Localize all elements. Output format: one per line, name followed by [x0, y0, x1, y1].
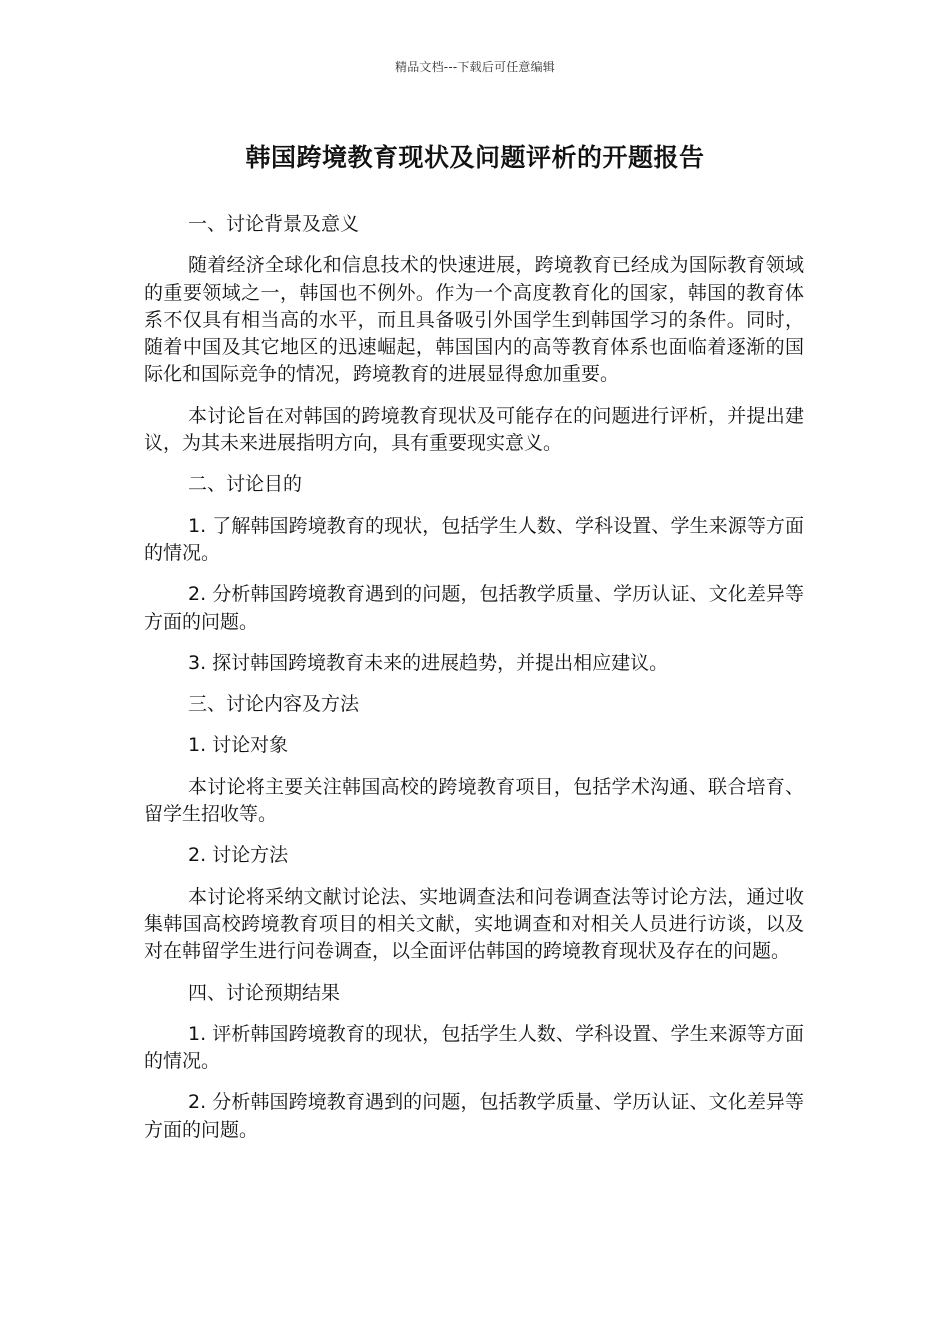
expected-result-item-2: 2. 分析韩国跨境教育遇到的问题，包括教学质量、学历认证、文化差异等方面的问题。	[144, 1091, 804, 1141]
purpose-item-2: 2. 分析韩国跨境教育遇到的问题，包括教学质量、学历认证、文化差异等方面的问题。	[144, 583, 804, 633]
section-heading-1: 一、讨论背景及意义	[188, 213, 360, 235]
document-body	[144, 211, 804, 1158]
expected-result-item-1: 1. 评析韩国跨境教育的现状，包括学生人数、学科设置、学生来源等方面的情况。	[144, 1022, 804, 1073]
purpose-item-1: 1. 了解韩国跨境教育的现状，包括学生人数、学科设置、学生来源等方面的情况。	[144, 514, 804, 564]
paragraph-research-object: 本讨论将主要关注韩国高校的跨境教育项目，包括学术沟通、联合培育、留学生招收等。	[144, 775, 804, 826]
paragraph-research-method: 本讨论将采纳文献讨论法、实地调查法和问卷调查法等讨论方法，通过收集韩国高校跨境教育项目的相关文献，实地调查和对相关人员进行访谈，以及对在韩留学生进行问卷调查，以全面评估韩国的跨境教育现状及存在的问题。	[144, 885, 804, 963]
purpose-item-3: 3. 探讨韩国跨境教育未来的进展趋势，并提出相应建议。	[188, 651, 669, 674]
header-note: 精品文档---下载后可任意编辑	[395, 60, 555, 74]
subheading-research-object: 1. 讨论对象	[188, 734, 289, 757]
section-heading-2: 二、讨论目的	[188, 473, 303, 496]
document-title: 韩国跨境教育现状及问题评析的开题报告	[245, 143, 705, 172]
section-heading-4: 四、讨论预期结果	[188, 981, 341, 1004]
section-heading-3: 三、讨论内容及方法	[188, 693, 360, 716]
paragraph-background: 随着经济全球化和信息技术的快速进展，跨境教育已经成为国际教育领域的重要领域之一，韩国也不例外。作为一个高度教育化的国家，韩国的教育体系不仅具有相当高的水平，而且具备吸引外国学生到韩国学习的条件。同时，随着中国及其它地区的迅速崛起，韩国国内的高等教育体系也面临着逐渐的国际化和国际竞争的情况，跨境教育的进展显得愈加重要。	[144, 254, 804, 386]
subheading-research-method: 2. 讨论方法	[188, 844, 289, 867]
paragraph-significance: 本讨论旨在对韩国的跨境教育现状及可能存在的问题进行评析，并提出建议，为其未来进展指明方向，具有重要现实意义。	[144, 404, 804, 455]
